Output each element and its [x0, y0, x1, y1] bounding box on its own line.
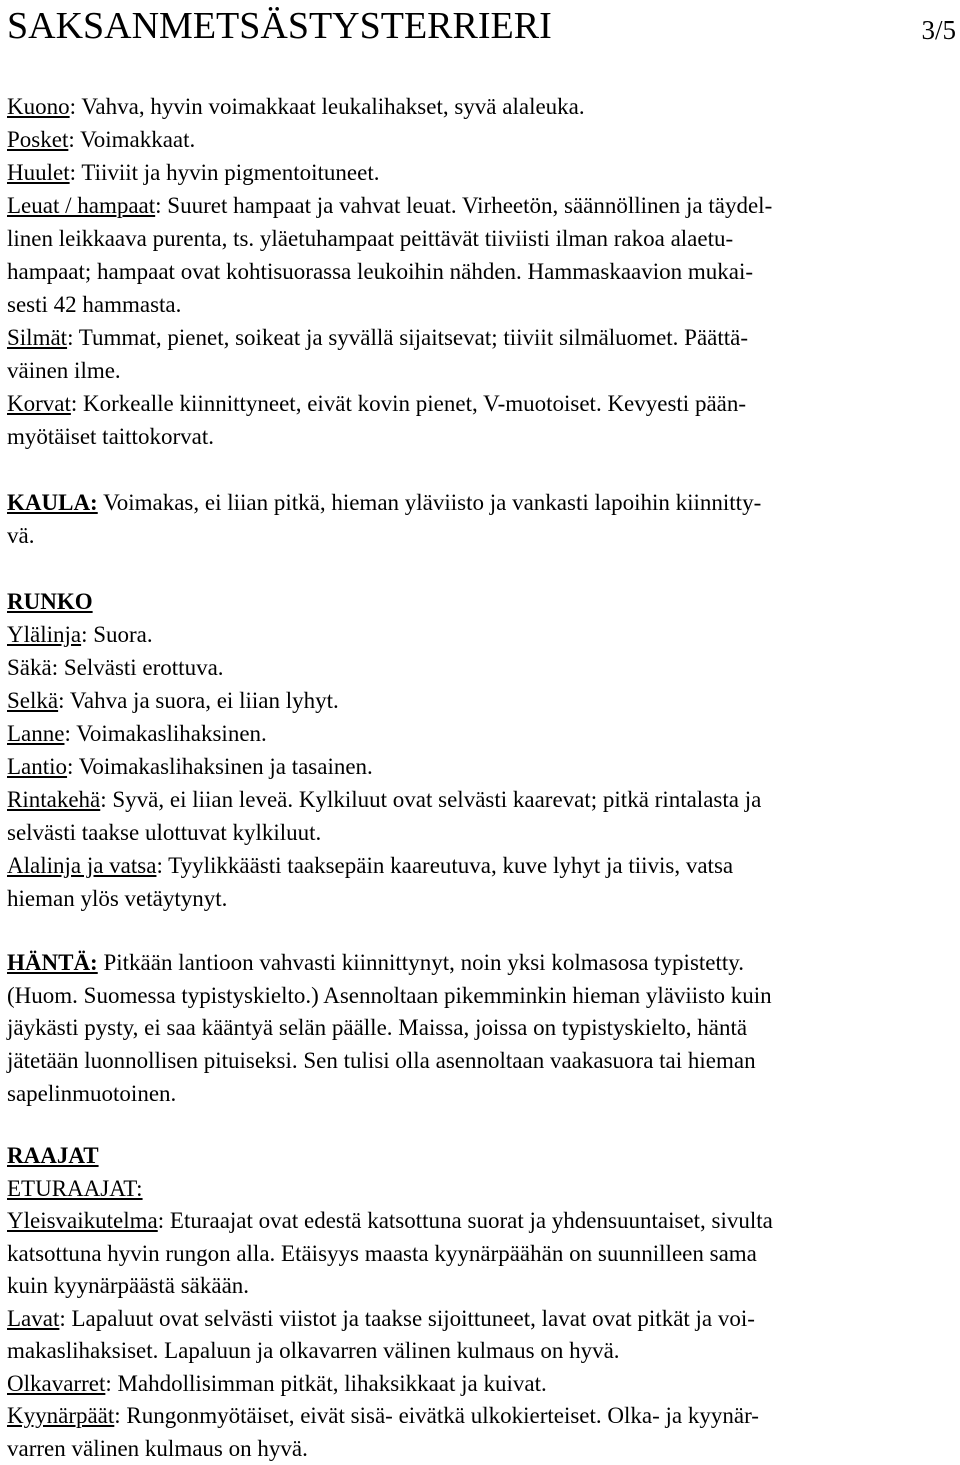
term: Silmät [7, 325, 68, 350]
definition: : Syvä, ei liian leveä. Kylkiluut ovat selvästi kaarevat; pitkä rintalasta ja [100, 787, 762, 812]
term: Rintakehä [7, 787, 101, 812]
text-line [7, 1270, 773, 1303]
text-line [7, 684, 761, 717]
definition: : Voimakaslihaksinen ja tasainen. [67, 754, 373, 779]
definition: makaslihaksiset. Lapaluun ja olkavarren välinen kulmaus on hyvä. [7, 1338, 620, 1363]
definition: Voimakas, ei liian pitkä, hieman yläviisto ja vankasti lapoihin kiinnitty- [97, 490, 762, 515]
definition: myötäiset taittokorvat. [7, 424, 214, 449]
term: Huulet [7, 160, 70, 185]
section-heading: HÄNTÄ: [7, 950, 98, 975]
text-line [7, 816, 761, 849]
text-line [7, 288, 772, 321]
text-line [7, 783, 761, 816]
definition: sesti 42 hammasta. [7, 292, 182, 317]
text-line [7, 387, 772, 420]
definition: kuin kyynärpäästä säkään. [7, 1273, 250, 1298]
text-line [7, 189, 772, 222]
term: Leuat / hampaat [7, 193, 156, 218]
term: Kuono [7, 94, 70, 119]
definition: Pitkään lantioon vahvasti kiinnittynyt, noin yksi kolmasosa typistetty. [97, 950, 745, 975]
text-line: sapelinmuotoinen. [7, 1080, 177, 1106]
definition: : Vahva ja suora, ei liian lyhyt. [58, 688, 339, 713]
definition: linen leikkaava purenta, ts. yläetuhampaat peittävät tiiviisti ilman rakoa alaetu- [7, 226, 734, 251]
text-line [7, 1368, 773, 1401]
definition: väinen ilme. [7, 358, 121, 383]
term: Selkä [7, 688, 59, 713]
term: Lavat [7, 1305, 60, 1331]
definition: : Rungonmyötäiset, eivät sisä- eivätkä ulkokierteiset. Olka- ja kyynär- [114, 1403, 759, 1428]
text-line [7, 1303, 773, 1336]
definition: : Suuret hampaat ja vahvat leuat. Virheetön, säännöllinen ja täydel- [155, 193, 773, 218]
definition: : Tummat, pienet, soikeat ja syvällä sijaitsevat; tiiviit silmäluomet. Päättä- [67, 325, 749, 350]
page-title: SAKSANMETSÄSTYSTERRIERI [7, 5, 552, 47]
text-line [7, 651, 761, 684]
text-line [7, 1173, 773, 1206]
term: Ylälinja [7, 622, 82, 647]
head-section [7, 90, 772, 453]
text-line [7, 947, 772, 980]
definition: Säkä: Selvästi erottuva. [7, 655, 224, 680]
text-line: (Huom. Suomessa typistyskielto.) Asennoltaan pikemminkin hieman yläviisto kuin [7, 982, 772, 1008]
term: Lantio [7, 754, 68, 779]
definition: : Lapaluut ovat selvästi viistot ja taakse sijoittuneet, lavat ovat pitkät ja voi- [59, 1305, 755, 1331]
body-section [7, 585, 761, 915]
definition: : Voimakkaat. [68, 127, 196, 152]
definition: hieman ylös vetäytynyt. [7, 886, 228, 911]
term: Lanne [7, 721, 65, 746]
term: Alalinja ja vatsa [7, 853, 157, 878]
definition: : Korkealle kiinnittyneet, eivät kovin pienet, V-muotoiset. Kevyesti pään- [70, 391, 747, 416]
text-line [7, 321, 772, 354]
definition: selvästi taakse ulottuvat kylkiluut. [7, 820, 322, 845]
definition: : Eturaajat ovat edestä katsottuna suorat ja yhdensuuntaiset, sivulta [157, 1208, 773, 1233]
text-line [7, 585, 761, 618]
definition: vä. [7, 523, 35, 548]
section-heading: RUNKO [7, 589, 93, 614]
text-line: jätetään luonnollisen pituiseksi. Sen tulisi olla asennoltaan vaakasuora tai hieman [7, 1048, 756, 1074]
text-line [7, 156, 772, 189]
definition: : Vahva, hyvin voimakkaat leukalihakset, syvä alaleuka. [69, 94, 585, 119]
text-line [7, 1335, 773, 1368]
term: Korvat [7, 391, 71, 416]
neck-section [7, 486, 761, 552]
text-line [7, 717, 761, 750]
text-line [7, 849, 761, 882]
page-number: 3/5 [921, 15, 956, 45]
text-line [7, 750, 761, 783]
text-line [7, 618, 761, 651]
section-heading: RAAJAT [7, 1143, 99, 1168]
term: Yleisvaikutelma [7, 1208, 158, 1233]
text-line [7, 354, 772, 387]
text-line [7, 420, 772, 453]
text-line [7, 486, 761, 519]
text-line [7, 1433, 773, 1465]
text-line [7, 222, 772, 255]
definition: : Tyylikkäästi taaksepäin kaareutuva, kuve lyhyt ja tiivis, vatsa [156, 853, 734, 878]
limbs-section [7, 1140, 773, 1465]
text-line [7, 1238, 773, 1271]
definition: : Mahdollisimman pitkät, lihaksikkaat ja kuivat. [105, 1370, 547, 1396]
subheading: ETURAAJAT: [7, 1175, 143, 1201]
text-line [7, 1400, 773, 1433]
definition: katsottuna hyvin rungon alla. Etäisyys maasta kyynärpäähän on suunnilleen sama [7, 1240, 757, 1266]
definition: hampaat; hampaat ovat kohtisuorassa leukoihin nähden. Hammaskaavion mukai- [7, 259, 754, 284]
text-line [7, 882, 761, 915]
text-line [7, 1205, 773, 1238]
section-heading: KAULA: [7, 490, 98, 515]
text-line: jäykästi pysty, ei saa kääntyä selän päälle. Maissa, joissa on typistyskielto, häntä [7, 1015, 748, 1041]
definition: : Voimakaslihaksinen. [64, 721, 267, 746]
text-line [7, 1140, 773, 1173]
text-line [7, 255, 772, 288]
text-line [7, 123, 772, 156]
tail-section [7, 947, 772, 1110]
text-line [7, 519, 761, 552]
definition: varren välinen kulmaus on hyvä. [7, 1435, 308, 1461]
term: Olkavarret [7, 1370, 106, 1396]
term: Kyynärpäät [7, 1403, 115, 1428]
definition: : Suora. [81, 622, 153, 647]
term: Posket [7, 127, 69, 152]
text-line [7, 90, 772, 123]
definition: : Tiiviit ja hyvin pigmentoituneet. [69, 160, 380, 185]
